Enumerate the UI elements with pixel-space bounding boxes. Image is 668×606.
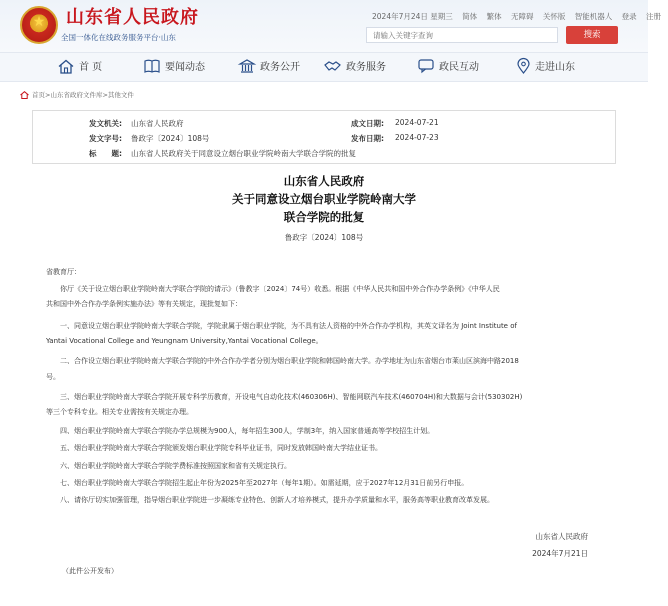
body-line: 八、请你厅切实加强管理，指导烟台职业学院进一步凝练专业特色、创新人才培养模式，提升办学质量和水平，服务高等职业教育改革发展。 bbox=[60, 496, 494, 504]
subject-label: 标 题: bbox=[89, 149, 122, 158]
breadcrumb-text[interactable]: 首页>山东省政府文件库>其他文件 bbox=[32, 91, 134, 99]
site-title[interactable]: 山东省人民政府 bbox=[66, 7, 199, 28]
body-line: 一、同意设立烟台职业学院岭南大学联合学院，学院隶属于烟台职业学院，为不具有法人资格的中外合作办学机构，其英文译名为 Joint Institute of bbox=[60, 322, 517, 330]
link-accessibility[interactable]: 无障碍 bbox=[510, 12, 534, 21]
site-subtitle: 全国一体化在线政务服务平台·山东 bbox=[61, 33, 176, 42]
body-line: 四、烟台职业学院岭南大学联合学院办学总规模为900人，每年招生300人，学制3年，纳入国家普通高等学校招生计划。 bbox=[60, 427, 435, 435]
signature: 山东省人民政府 bbox=[535, 532, 588, 541]
location-icon bbox=[517, 59, 530, 74]
link-register[interactable]: 注册 bbox=[646, 12, 662, 21]
title-line: 关于同意设立烟台职业学院岭南大学 bbox=[232, 192, 416, 206]
main-nav bbox=[0, 52, 648, 82]
nav-item-shandong[interactable] bbox=[517, 53, 575, 83]
nav-label: 首 页 bbox=[79, 62, 103, 73]
body-line: 三、烟台职业学院岭南大学联合学院开展专科学历教育，开设电气自动化技术(460306H)、智能网联汽车技术(460704H)和大数据与会计(530302H) bbox=[60, 393, 523, 401]
nav-item-open-gov[interactable] bbox=[239, 53, 300, 83]
home-icon bbox=[20, 91, 29, 99]
document-meta-table bbox=[32, 110, 616, 164]
document-title bbox=[0, 172, 648, 226]
nav-item-home[interactable] bbox=[58, 53, 102, 83]
top-utility-bar bbox=[372, 11, 668, 22]
home-icon bbox=[58, 59, 74, 74]
created-label: 成文日期: bbox=[351, 119, 384, 128]
handshake-icon bbox=[324, 59, 341, 73]
published-label: 发布日期: bbox=[351, 134, 384, 143]
site-header bbox=[0, 0, 662, 52]
nav-label: 政民互动 bbox=[439, 62, 479, 73]
body-line: Yantai Vocational College and Yeungnam University,Yantai Vocational College。 bbox=[46, 337, 323, 345]
nav-item-services[interactable] bbox=[324, 53, 386, 83]
body-line: 七、烟台职业学院岭南大学联合学院招生起止年份为2025年至2027年（每年1期）。如需延期，应于2027年12月31日前另行申报。 bbox=[60, 479, 469, 487]
link-login[interactable]: 登录 bbox=[621, 12, 637, 21]
salutation: 省教育厅： bbox=[46, 268, 81, 276]
building-icon bbox=[239, 59, 255, 73]
publication-note: （此件公开发布） bbox=[62, 567, 118, 575]
number-label: 发文字号: bbox=[89, 134, 122, 143]
created-value: 2024-07-21 bbox=[395, 118, 439, 127]
link-robot[interactable]: 智能机器人 bbox=[574, 12, 613, 21]
issuer-label: 发文机关: bbox=[89, 119, 122, 128]
title-line: 山东省人民政府 bbox=[283, 174, 365, 188]
link-simplified[interactable]: 简体 bbox=[462, 12, 478, 21]
nav-label: 政务公开 bbox=[260, 62, 300, 73]
chat-icon bbox=[418, 59, 434, 73]
breadcrumb[interactable] bbox=[20, 90, 134, 99]
nav-label: 要闻动态 bbox=[165, 62, 205, 73]
number-value: 鲁政字〔2024〕108号 bbox=[131, 134, 210, 143]
search-input[interactable] bbox=[366, 27, 558, 43]
body-line: 等三个专科专业。相关专业需按有关规定办理。 bbox=[46, 408, 193, 416]
nav-label: 走进山东 bbox=[535, 62, 575, 73]
body-line: 五、烟台职业学院岭南大学联合学院颁发烟台职业学院专科毕业证书，同时发放韩国岭南大学结业证书。 bbox=[60, 444, 382, 452]
nav-item-interaction[interactable] bbox=[418, 53, 479, 83]
body-line: 六、烟台职业学院岭南大学联合学院学费标准按照国家和省有关规定执行。 bbox=[60, 462, 291, 470]
sign-date: 2024年7月21日 bbox=[532, 549, 588, 558]
link-care-mode[interactable]: 关怀版 bbox=[542, 12, 566, 21]
published-value: 2024-07-23 bbox=[395, 133, 439, 142]
link-traditional[interactable]: 繁体 bbox=[486, 12, 502, 21]
body-line: 二、合作设立烟台职业学院岭南大学联合学院的中外合作办学者分别为烟台职业学院和韩国岭南大学。办学地址为山东省烟台市莱山区滨海中路2018 bbox=[60, 357, 519, 365]
nav-label: 政务服务 bbox=[346, 62, 386, 73]
body-line: 号。 bbox=[46, 373, 60, 381]
document-number: 鲁政字〔2024〕108号 bbox=[284, 233, 364, 242]
national-emblem-icon[interactable]: ★ bbox=[20, 6, 58, 44]
search-button[interactable]: 搜索 bbox=[566, 26, 618, 44]
subject-value: 山东省人民政府关于同意设立烟台职业学院岭南大学联合学院的批复 bbox=[131, 149, 356, 158]
news-icon bbox=[144, 59, 160, 73]
nav-item-news[interactable] bbox=[144, 53, 205, 83]
current-date: 2024年7月24日 星期三 bbox=[372, 12, 453, 21]
body-line: 你厅《关于设立烟台职业学院岭南大学联合学院的请示》（鲁教字〔2024〕74号）收悉。根据《中华人民共和国中外合作办学条例》《中华人民 bbox=[60, 285, 500, 293]
issuer-value: 山东省人民政府 bbox=[131, 119, 184, 128]
title-line: 联合学院的批复 bbox=[283, 210, 365, 224]
body-line: 共和国中外合作办学条例实施办法》等有关规定，现批复如下： bbox=[46, 300, 242, 308]
